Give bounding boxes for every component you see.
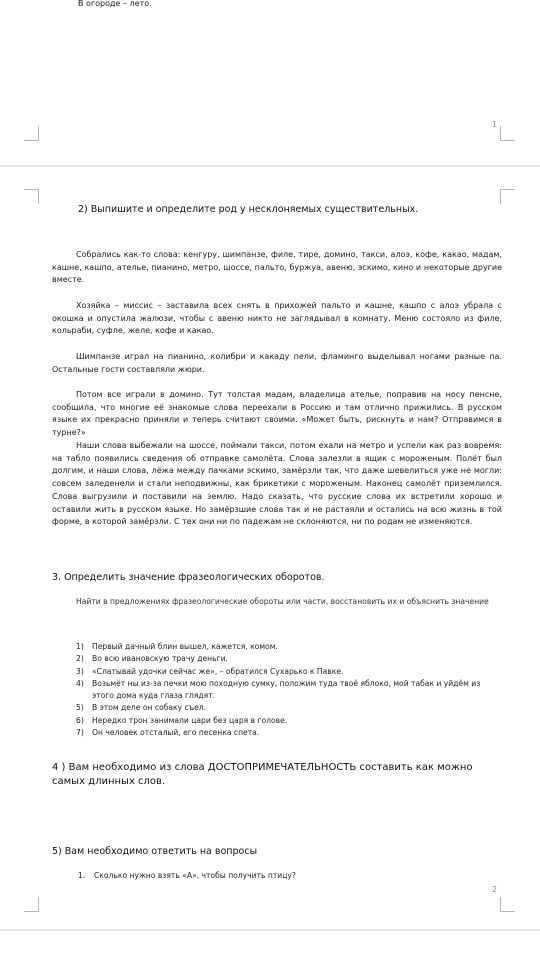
page-separator	[0, 929, 540, 931]
task-2-paragraph: Собрались как-то слова: кенгуру, шимпанзе, филе, тире, домино, такси, алоэ, кофе, какао, мадам, кашне, кашпо, ателье, пианино, метро, шоссе, пальто, буржуа, авеню, эскимо, кино и некоторые другие вместе.	[52, 250, 502, 285]
list-item: 1) Первый дачный блин вышел, кажется, комом.	[76, 642, 278, 651]
page-number: 2	[492, 885, 498, 894]
list-item: 2) Во всю ивановскую трачу деньги.	[76, 654, 228, 664]
list-item: 7) Он человек отсталый, его песенка спета.	[76, 728, 260, 738]
task-2-paragraph: Шимпанзе играл на пианино, колибри и какаду пели, фламинго выделывал ногами разные па. Остальные гости составляли жюри.	[52, 352, 502, 374]
list-item: 4) Возьмёт ны из-за печки мою походную сумку, положим туда твоё яблоко, мой табак и уйдём из этого дома куда глаза глядят.	[76, 678, 481, 701]
page-corner-mark	[500, 189, 515, 204]
page-corner-mark	[24, 126, 39, 141]
page-corner-mark	[24, 189, 39, 204]
page-corner-mark	[500, 126, 515, 141]
list-item: 1. Сколько нужно взять «А», чтобы получить птицу?	[78, 871, 296, 880]
task-5-heading: 5) Вам необходимо ответить на вопросы	[52, 846, 258, 857]
list-item: 5) В этом деле он собаку съел.	[76, 703, 207, 713]
page-1	[0, 0, 540, 165]
list-item: 6) Нередко трон занимали цари без царя в голове.	[76, 715, 288, 725]
page-number: 1	[492, 120, 498, 129]
questions-list	[78, 870, 498, 882]
task-2-paragraph: Потом все играли в домино. Тут толстая мадам, владелица ателье, поправив на носу пенсне, сообщила, что многие её знакомые слова переехали в Россию и там отлично прижились. В русском языке их прекрасно приняли и теперь считают своими. «Может быть, рискнуть и нам? Отправимся в турне?»	[52, 390, 502, 438]
task-3-caption: Найти в предложениях фразеологические обороты или части, восстановить их и объяснить значение	[76, 597, 489, 606]
page-corner-mark	[500, 897, 515, 912]
task-2-paragraph: Наши слова выбежали на шоссе, поймали такси, потом ехали на метро и успели как раз вовремя: на табло появились сведения об отправке самолёта. Слова залезли в ящик с мороженым. Полёт был долгим, и наши слова, лёжа между пачками эскимо, замёрзли так, что даже шевелиться уже не могли: совсем заледенели и стали неподвижны, как брикетики с мороженым. Наконец самолёт приземлился. Слова выгрузили и поставили на землю. Надо сказать, что русские слова их встретили хорошо и оставили жить в русском языке. Но замёрзшие слова так и не растаяли и остались на всю жизнь в той форме, в которой замёрзли. С тех они ни по падежам не склоняются, ни по родам не изменяются.	[52, 441, 502, 527]
page-corner-mark	[24, 897, 39, 912]
task-3-heading: 3. Определить значение фразеологических оборотов.	[52, 572, 325, 583]
page-2	[0, 167, 540, 929]
page-1-tail-text: В огороде – лето.	[78, 0, 152, 8]
list-item: 3) «Слатывай удочки сейчас же», – обратился Сухарько к Павке.	[76, 666, 344, 676]
task-4-heading: 4 ) Вам необходимо из слова ДОСТОПРИМЕЧАТЕЛЬНОСТЬ составить как можно самых длинных слов.	[52, 762, 473, 787]
task-2-heading: 2) Выпишите и определите род у несклоняемых существительных.	[78, 204, 419, 215]
task-2-paragraph: Хозяйка – миссис – заставила всех снять в прихожей пальто и кашне, кашпо с алоэ убрала с окошка и опустила жалюзи, чтобы с авеню никто не заглядывал в комнату. Меню состояло из филе, кольраби, суфле, желе, кофе и какао.	[52, 301, 502, 336]
phraseology-list	[76, 641, 496, 739]
